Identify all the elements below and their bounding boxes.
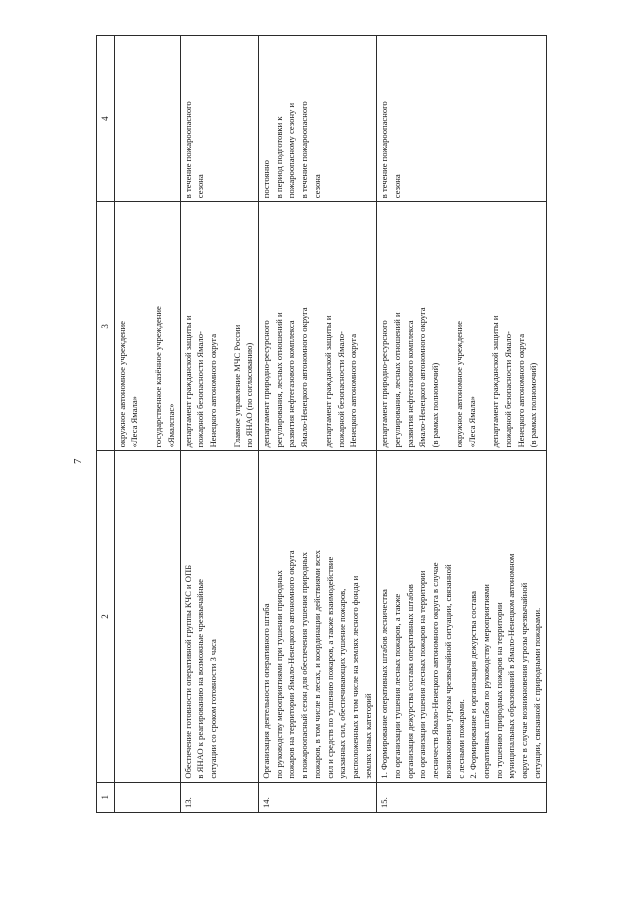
empty-cell bbox=[114, 36, 180, 202]
row-number: 14. bbox=[259, 782, 377, 812]
row-number: 15. bbox=[377, 782, 546, 812]
responsible-cell bbox=[114, 202, 180, 451]
responsible-entry: Главное управление МЧС России по ЯНАО (по согласованию) bbox=[231, 324, 255, 448]
header-row bbox=[97, 36, 115, 813]
deadline-text: постоянно в период подготовки к пожароопасному сезону и в течение пожароопасного сезона bbox=[261, 101, 322, 199]
responsible-cell bbox=[377, 202, 546, 451]
table-row bbox=[180, 36, 259, 813]
task-cell bbox=[259, 451, 377, 782]
table-row bbox=[259, 36, 377, 813]
responsible-entry: департамент гражданской защиты и пожарной безопасности Ямало- Ненецкого автономного округа bbox=[322, 315, 359, 448]
responsible-entry: департамент природно-ресурсного регулирования, лесных отношений и развития нефтегазового комплекса Ямало-Ненецкого автономного округа bbox=[261, 307, 310, 448]
task-cell bbox=[377, 451, 546, 782]
responsible-entry: окружное автономное учреждение «Леса Ямала» bbox=[453, 321, 477, 448]
task-text: 1. Формирование оперативных штабов лесничества по организации тушения лесных пожаров, а также организация дежурства состава оперативных штабов по организации тушения лесных пожаров на территории лесничеств Ямало-Ненецкого автономного округа в случае возникновения угрозы чрезвычайной ситуации, связанной с лесными пожарами. 2. Формирование и организация дежурства состава оперативных штабов по руководству мероприятиями по тушению природных пожаров на территории муниципальных образований в Ямало-Ненецком автономном округе в случае возникновения угрозы чрезвычайной ситуации, связанной с природными пожарами. bbox=[379, 553, 542, 779]
deadline-cell bbox=[259, 36, 377, 202]
deadline-text: в течение пожароопасного сезона bbox=[379, 101, 403, 199]
deadline-cell bbox=[180, 36, 259, 202]
page-number: 7 bbox=[72, 458, 84, 464]
column-header: 3 bbox=[97, 202, 115, 451]
responsible-entry: департамент гражданской защиты и пожарной безопасности Ямало- Ненецкого автономного округа (в рамках полномочий) bbox=[490, 315, 539, 448]
deadline-cell bbox=[377, 36, 546, 202]
responsible-entry: окружное автономное учреждение «Леса Ямала» bbox=[116, 321, 140, 448]
deadline-text: в течение пожароопасного сезона bbox=[182, 101, 206, 199]
row-number: 13. bbox=[180, 782, 259, 812]
empty-cell bbox=[114, 451, 180, 782]
column-header: 1 bbox=[97, 782, 115, 812]
measures-table bbox=[96, 35, 547, 813]
responsible-entry: государственное казённое учреждение «Ямалспас» bbox=[153, 306, 176, 448]
task-cell bbox=[180, 451, 259, 782]
responsible-entry: департамент природно-ресурсного регулирования, лесных отношений и развития нефтегазового комплекса Ямало-Ненецкого автономного округа (в рамках полномочий) bbox=[379, 307, 441, 448]
table-row bbox=[377, 36, 546, 813]
responsible-cell bbox=[180, 202, 259, 451]
responsible-cell bbox=[259, 202, 377, 451]
responsible-entry: департамент гражданской защиты и пожарной безопасности Ямало- Ненецкого автономного округа bbox=[182, 315, 218, 448]
task-text: Обеспечение готовности оперативной группы КЧС и ОПБ в ЯНАО к реагированию на возможные чрезвычайные ситуации со сроком готовности 3 часа bbox=[182, 564, 218, 779]
column-header: 4 bbox=[97, 36, 115, 202]
empty-cell bbox=[114, 782, 180, 812]
column-header: 2 bbox=[97, 451, 115, 782]
task-text: Организация деятельности оперативного штаба по руководству мероприятиями при тушении природных пожаров на территории Ямало-Ненецкого автономного округа в пожароопасный сезон для обеспечения тушения природных пожаров, в том числе в лесах, и координации действиями всех сил и средств по тушению пожаров, а также взаимодействие указанных сил, обеспечивающих тушение пожаров, расположенных в том числе на землях лесного фонда и землях иных категорий bbox=[261, 550, 373, 779]
continuation-row bbox=[114, 36, 180, 813]
